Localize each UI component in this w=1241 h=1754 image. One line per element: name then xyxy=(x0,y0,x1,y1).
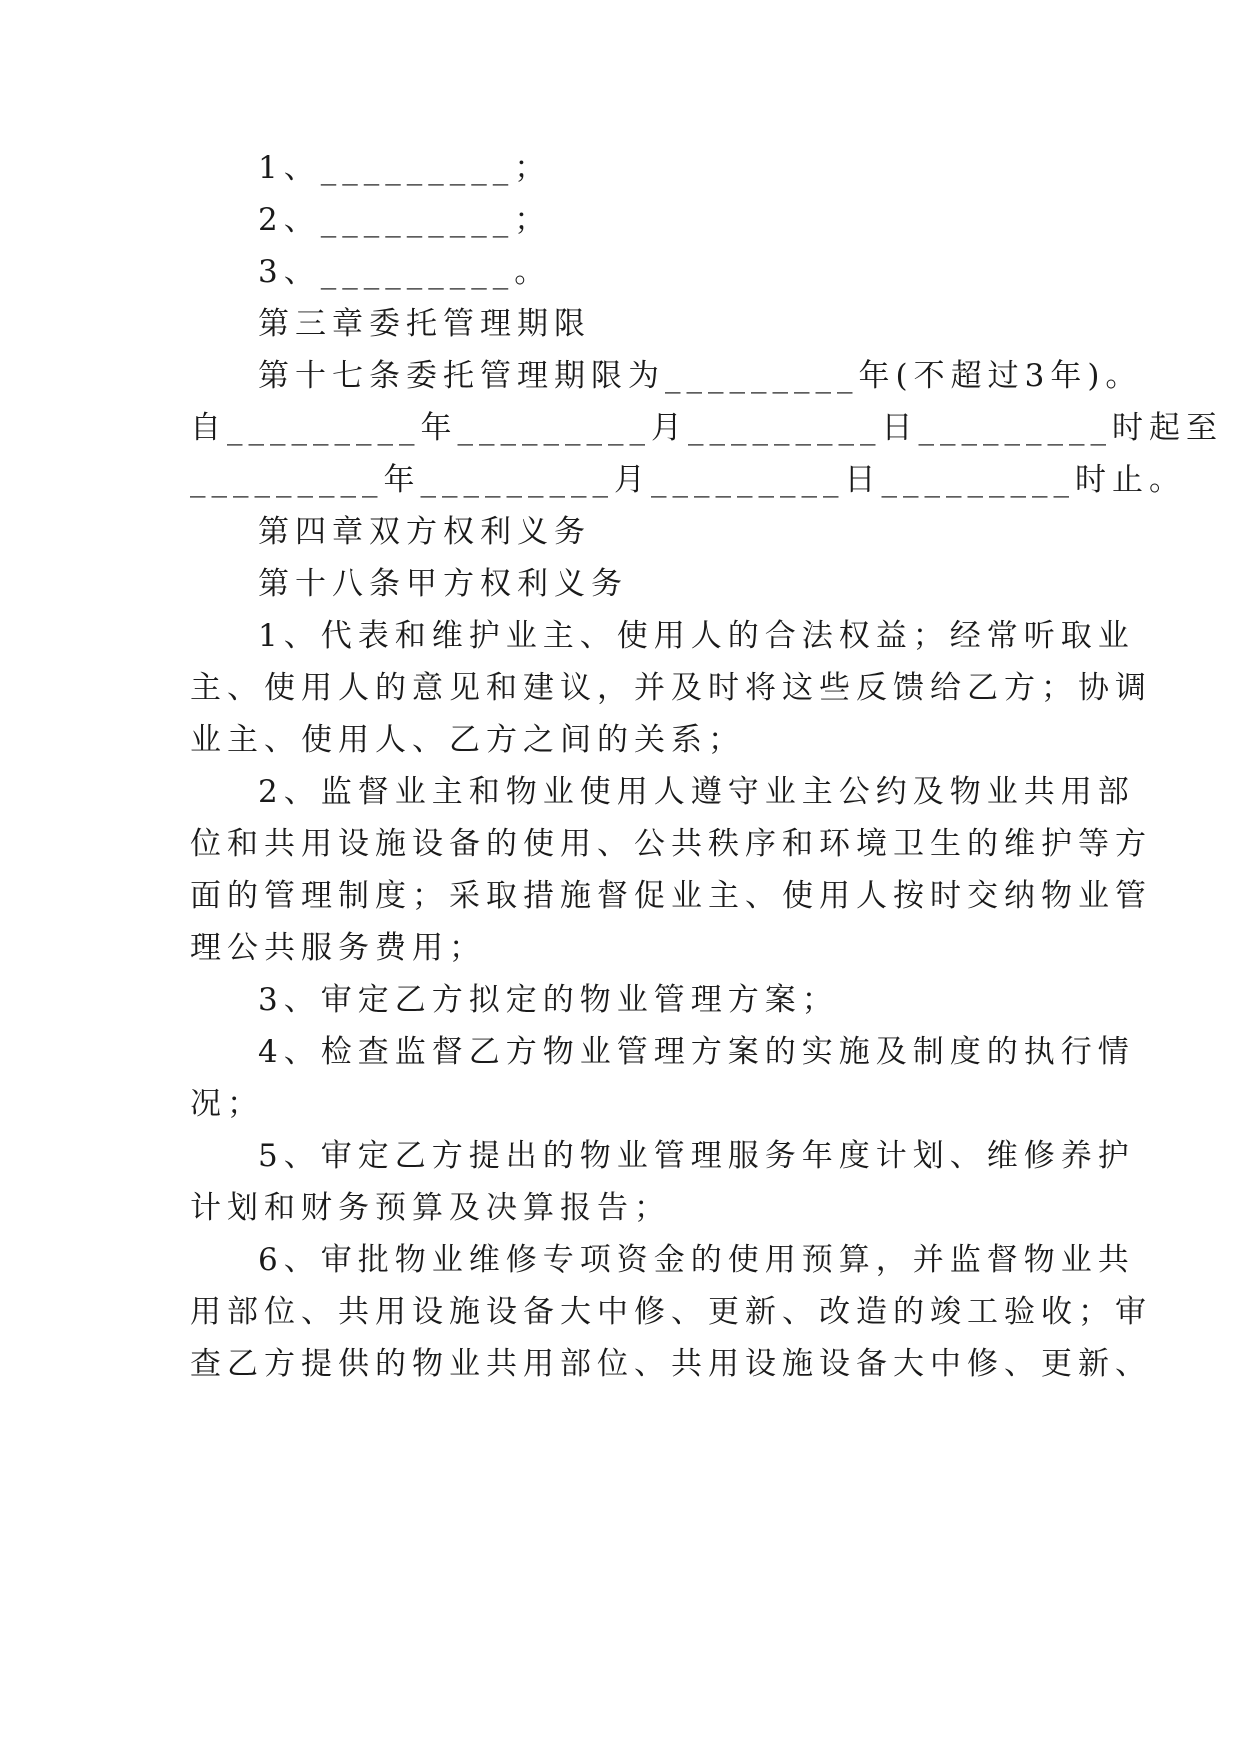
article-17-start-date: 自_________年_________月_________日_________时起至 xyxy=(190,410,1223,446)
paragraph-line: 计划和财务预算及决算报告； xyxy=(190,1190,671,1226)
paragraph-line: 业主、使用人、乙方之间的关系； xyxy=(190,722,745,758)
paragraph-line: 4、检查监督乙方物业管理方案的实施及制度的执行情 xyxy=(258,1034,1135,1070)
article-17-end-date: _________年_________月_________日_________时止。 xyxy=(190,462,1186,498)
paragraph-line: 面的管理制度；采取措施督促业主、使用人按时交纳物业管 xyxy=(190,878,1152,914)
paragraph-line: 6、审批物业维修专项资金的使用预算，并监督物业共 xyxy=(258,1242,1135,1278)
article-18-heading: 第十八条甲方权利义务 xyxy=(258,566,628,602)
paragraph-line: 用部位、共用设施设备大中修、更新、改造的竣工验收；审 xyxy=(190,1294,1152,1330)
paragraph-line: 况； xyxy=(190,1086,264,1122)
paragraph-line: 5、审定乙方提出的物业管理服务年度计划、维修养护 xyxy=(258,1138,1135,1174)
chapter-4-heading: 第四章双方权利义务 xyxy=(258,514,591,550)
paragraph-line: 1、代表和维护业主、使用人的合法权益；经常听取业 xyxy=(258,618,1135,654)
article-17-text: 第十七条委托管理期限为_________年(不超过3年)。 xyxy=(258,358,1143,394)
list-item-blank-2: 2、_________； xyxy=(258,202,552,238)
chapter-3-heading: 第三章委托管理期限 xyxy=(258,306,591,342)
paragraph-line: 2、监督业主和物业使用人遵守业主公约及物业共用部 xyxy=(258,774,1135,810)
list-item-blank-3: 3、_________。 xyxy=(258,254,552,290)
paragraph-line: 查乙方提供的物业共用部位、共用设施设备大中修、更新、 xyxy=(190,1346,1152,1382)
paragraph-line: 主、使用人的意见和建议，并及时将这些反馈给乙方；协调 xyxy=(190,670,1152,706)
paragraph-line: 位和共用设施设备的使用、公共秩序和环境卫生的维护等方 xyxy=(190,826,1152,862)
paragraph-line: 3、审定乙方拟定的物业管理方案； xyxy=(258,982,839,1018)
list-item-blank-1: 1、_________； xyxy=(258,150,552,186)
paragraph-line: 理公共服务费用； xyxy=(190,930,486,966)
